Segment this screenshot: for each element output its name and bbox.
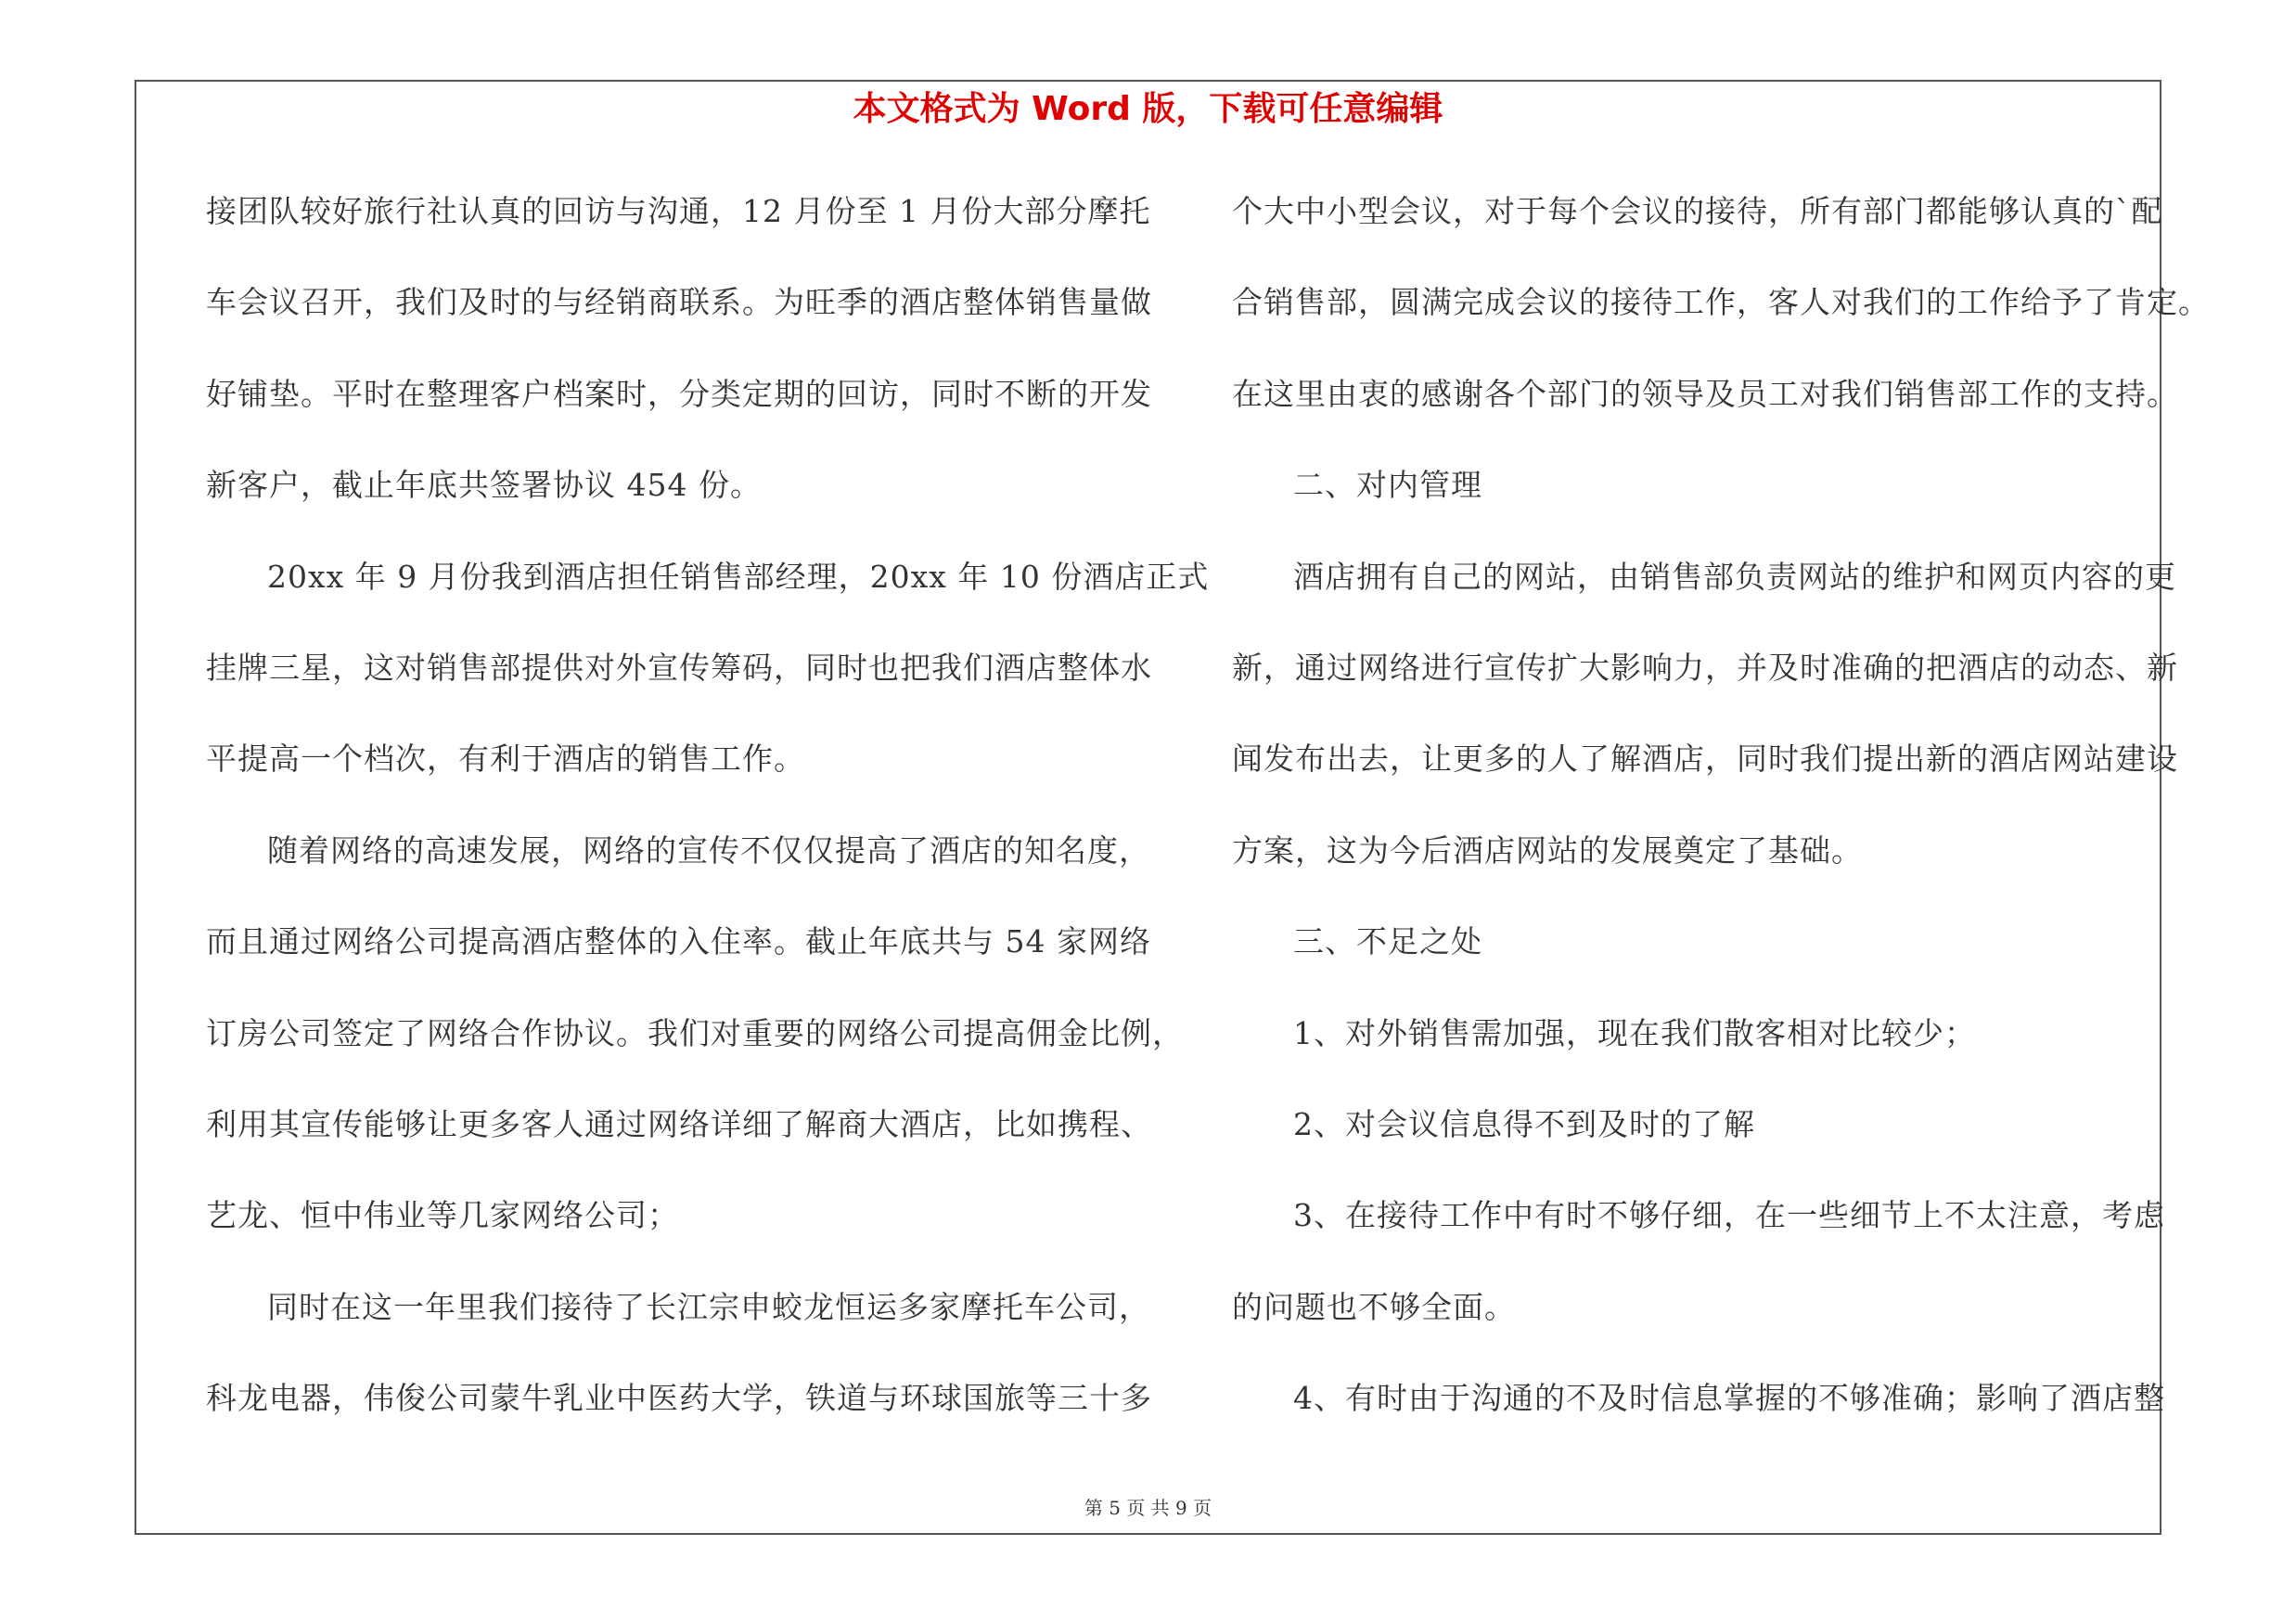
text-line: 20xx 年 9 月份我到酒店担任销售部经理，20xx 年 10 份酒店正式 [267,558,1210,595]
text-line: 在这里由衷的感谢各个部门的领导及员工对我们销售部工作的支持。 [1232,375,2178,412]
text-line: 二、对内管理 [1293,467,1482,504]
text-line: 的问题也不够全面。 [1232,1288,1516,1325]
text-line: 利用其宣传能够让更多客人通过网络详细了解商大酒店，比如携程、 [206,1105,1152,1142]
text-line: 3、在接待工作中有时不够仔细，在一些细节上不太注意，考虑 [1293,1197,2165,1234]
text-line: 车会议召开，我们及时的与经销商联系。为旺季的酒店整体销售量做 [206,284,1152,321]
page-number-footer: 第 5 页 共 9 页 [1084,1497,1212,1519]
text-line: 酒店拥有自己的网站，由销售部负责网站的维护和网页内容的更 [1293,558,2176,595]
text-line: 1、对外销售需加强，现在我们散客相对比较少； [1293,1014,1976,1051]
text-line: 方案，这为今后酒店网站的发展奠定了基础。 [1232,831,1863,869]
text-line: 个大中小型会议，对于每个会议的接待，所有部门都能够认真的`配 [1232,193,2163,229]
left-text-column [206,184,1210,1462]
text-line: 好铺垫。平时在整理客户档案时，分类定期的回访，同时不断的开发 [206,375,1152,412]
text-line: 新，通过网络进行宣传扩大影响力，并及时准确的把酒店的动态、新 [1232,649,2178,686]
text-line: 合销售部，圆满完成会议的接待工作，客人对我们的工作给予了肯定。 [1232,284,2210,321]
text-line: 2、对会议信息得不到及时的了解 [1293,1105,1755,1142]
word-format-banner: 本文格式为 Word 版，下载可任意编辑 [853,90,1443,128]
text-line: 而且通过网络公司提高酒店整体的入住率。截止年底共与 54 家网络 [206,923,1151,960]
text-line: 闻发布出去，让更多的人了解酒店，同时我们提出新的酒店网站建设 [1232,741,2178,778]
right-text-column [1232,184,2210,1462]
text-line: 4、有时由于沟通的不及时信息掌握的不够准确；影响了酒店整 [1293,1380,2165,1417]
text-line: 随着网络的高速发展，网络的宣传不仅仅提高了酒店的知名度， [267,831,1150,869]
text-line: 新客户，截止年底共签署协议 454 份。 [206,467,762,504]
text-line: 平提高一个档次，有利于酒店的销售工作。 [206,741,805,778]
text-line: 艺龙、恒中伟业等几家网络公司； [206,1197,679,1234]
text-line: 三、不足之处 [1293,923,1482,960]
text-line: 同时在这一年里我们接待了长江宗申蛟龙恒运多家摩托车公司， [267,1288,1150,1325]
text-line: 挂牌三星，这对销售部提供对外宣传筹码，同时也把我们酒店整体水 [206,649,1152,686]
text-line: 接团队较好旅行社认真的回访与沟通，12 月份至 1 月份大部分摩托 [206,193,1151,229]
text-line: 科龙电器，伟俊公司蒙牛乳业中医药大学，铁道与环球国旅等三十多 [206,1380,1152,1417]
text-line: 订房公司签定了网络合作协议。我们对重要的网络公司提高佣金比例， [206,1014,1184,1051]
